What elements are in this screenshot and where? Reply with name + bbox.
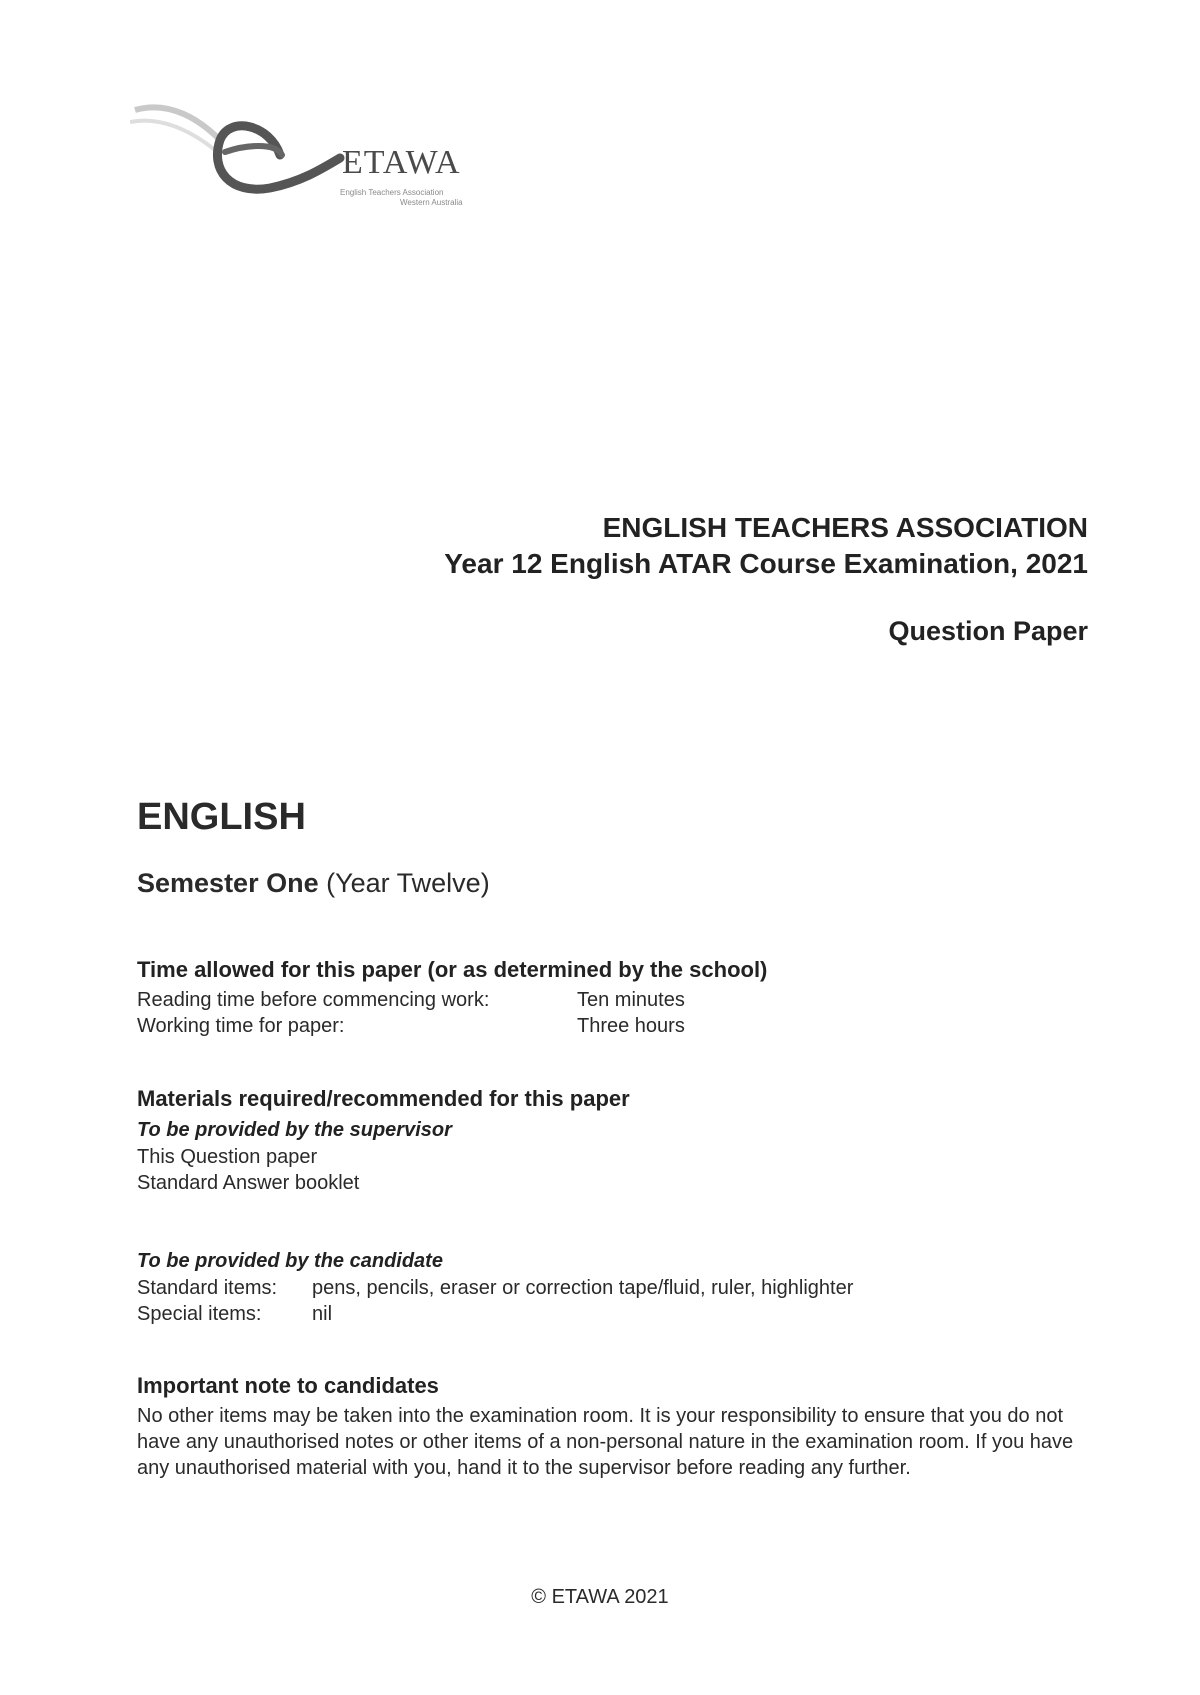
time-row-label: Working time for paper: — [137, 1015, 345, 1037]
paper-type: Question Paper — [888, 616, 1088, 646]
note-heading: Important note to candidates — [137, 1373, 439, 1398]
time-row-value: Three hours — [577, 1015, 685, 1037]
time-row-label: Reading time before commencing work: — [137, 989, 490, 1011]
note-body: No other items may be taken into the examination room. It is your responsibility to ensure that you do not have any unauthorised notes or other items of a non-personal nature in the examination room. If you have any unauthorised material with you, hand it to the supervisor before reading any further. — [137, 1405, 1074, 1479]
semester-line — [137, 868, 490, 899]
candidate-row-label: Standard items: — [137, 1277, 278, 1299]
semester-normal: (Year Twelve) — [326, 868, 490, 898]
candidate-row-value: pens, pencils, eraser or correction tape/fluid, ruler, highlighter — [312, 1277, 854, 1299]
time-row — [137, 1013, 767, 1039]
candidate-row-value: nil — [312, 1303, 333, 1325]
exam-header — [444, 510, 1088, 647]
candidate-row-label: Special items: — [137, 1303, 262, 1325]
exam-title: Year 12 English ATAR Course Examination, 2021 — [444, 548, 1088, 579]
candidate-heading: To be provided by the candidate — [137, 1250, 443, 1272]
time-heading: Time allowed for this paper (or as determined by the school) — [137, 957, 768, 982]
logo-subtitle-1: English Teachers Association — [340, 188, 444, 197]
copyright-footer: © ETAWA 2021 — [531, 1586, 669, 1608]
candidate-row — [137, 1301, 853, 1327]
candidate-materials-section — [137, 1247, 853, 1327]
logo-subtitle-2: Western Australia — [400, 198, 463, 207]
time-allowed-section — [137, 957, 767, 1039]
supervisor-heading: To be provided by the supervisor — [137, 1119, 452, 1141]
etawa-logo — [130, 100, 520, 220]
supervisor-item: This Question paper — [137, 1146, 318, 1168]
organization-title: ENGLISH TEACHERS ASSOCIATION — [602, 512, 1088, 543]
materials-heading: Materials required/recommended for this paper — [137, 1086, 630, 1111]
materials-section — [137, 1086, 630, 1196]
logo-wordmark: ETAWA — [342, 144, 461, 181]
time-row-value: Ten minutes — [577, 989, 685, 1011]
semester-bold: Semester One — [137, 868, 319, 898]
supervisor-item: Standard Answer booklet — [137, 1172, 360, 1194]
time-row — [137, 987, 767, 1013]
important-note-section — [137, 1373, 1097, 1481]
subject-title: ENGLISH — [137, 796, 306, 838]
etawa-swirl-icon — [130, 100, 350, 220]
candidate-row — [137, 1275, 853, 1301]
